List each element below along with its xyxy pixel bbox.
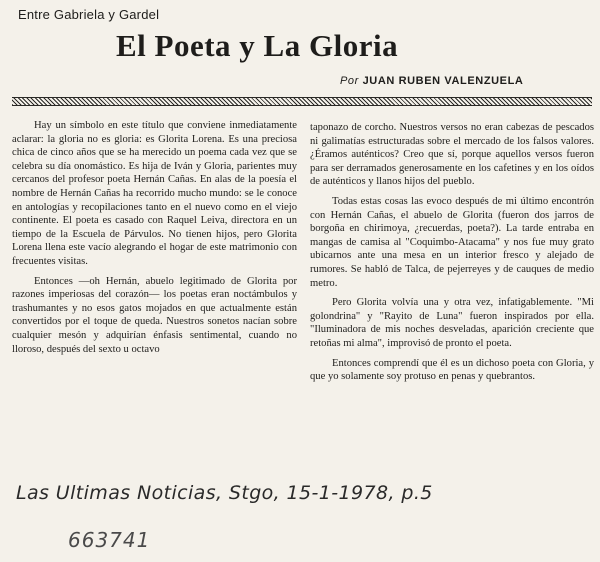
byline-author: JUAN RUBEN VALENZUELA	[362, 75, 524, 87]
body-paragraph: Entonces comprendí que él es un dichoso poeta con Gloria, y que yo solamente soy protuso en penas y quebrantos.	[310, 357, 594, 383]
body-paragraph: Entonces —oh Hernán, abuelo legitimado de Glorita por razones imperiosas del corazón— los poetas eran noctámbulos y trashumantes y no esos gatos mojados en que actualmente están convertidos por el toque de queda. Nuestros sonetos nacían sobre cualquier mesón y adquirían énfasis sentimental, cuando no lloroso, después del sexto u octavo	[12, 275, 297, 355]
body-paragraph: Pero Glorita volvía una y otra vez, infatigablemente. "Mi golondrina" y "Rayito de Luna" fueron inspirados por ella. "Iluminadora de mis noches desveladas, aparición creciente que retoñas mi alma", improvisó de pronto el poeta.	[310, 297, 594, 349]
header-rule	[12, 97, 592, 106]
body-paragraph: Hay un símbolo en este título que conviene inmediatamente aclarar: la gloria no es gloria: es Glorita Lorena. Es una preciosa chica de cinco años que se ha merecido un poema cada vez que se celebra su día onomástico. Es hija de Iván y Gloria, parientes muy cercanos del profesor poeta Hernán Cañas. En alas de la poesía el nombre de Hernán Cañas ha recorrido mucho mundo: se le conoce en antologías y recopilaciones tanto en el nuevo como en el viejo continente. El poeta es casado con Raquel Leiva, directora en un tiempo de la Escuela de Párvulos. No tienen hijos, pero Glorita Lorena llena este vacío alegrando el hogar de este matrimonio con frecuentes visitas.	[12, 120, 297, 267]
byline-prefix: Por	[340, 75, 359, 87]
article-title: El Poeta y La Gloria	[116, 28, 399, 63]
right-column	[310, 121, 594, 390]
article-byline	[340, 75, 523, 87]
archive-number: 663741	[68, 528, 151, 552]
handwritten-source-note: Las Ultimas Noticias, Stgo, 15-1-1978, p.5	[16, 482, 433, 504]
left-column	[12, 119, 297, 362]
article-kicker: Entre Gabriela y Gardel	[18, 7, 160, 22]
body-paragraph: taponazo de corcho. Nuestros versos no eran cabezas de pescados ni galimatías estructuradas sobre el mercado de los falsos valores. ¿Éramos auténticos? Creo que sí, porque aquellos versos fueron para ser derramados generosamente en los cafetines y en los oídos de auténticos y llanos hijos del pueblo.	[310, 122, 594, 188]
body-paragraph: Todas estas cosas las evoco después de mi último encontrón con Hernán Cañas, el abuelo de Glorita (fueron dos jarros de borgoña en chirimoya, ¿recuerdas, poeta?). La tarde entraba en mangas de camisa al "Coquimbo-Atacama" y nos fue muy grato ubicarnos ante una mesa en un interior fresco y alejado de rumores. Se habló de Talca, de pejerreyes y de cauques de medio metro.	[310, 195, 594, 289]
